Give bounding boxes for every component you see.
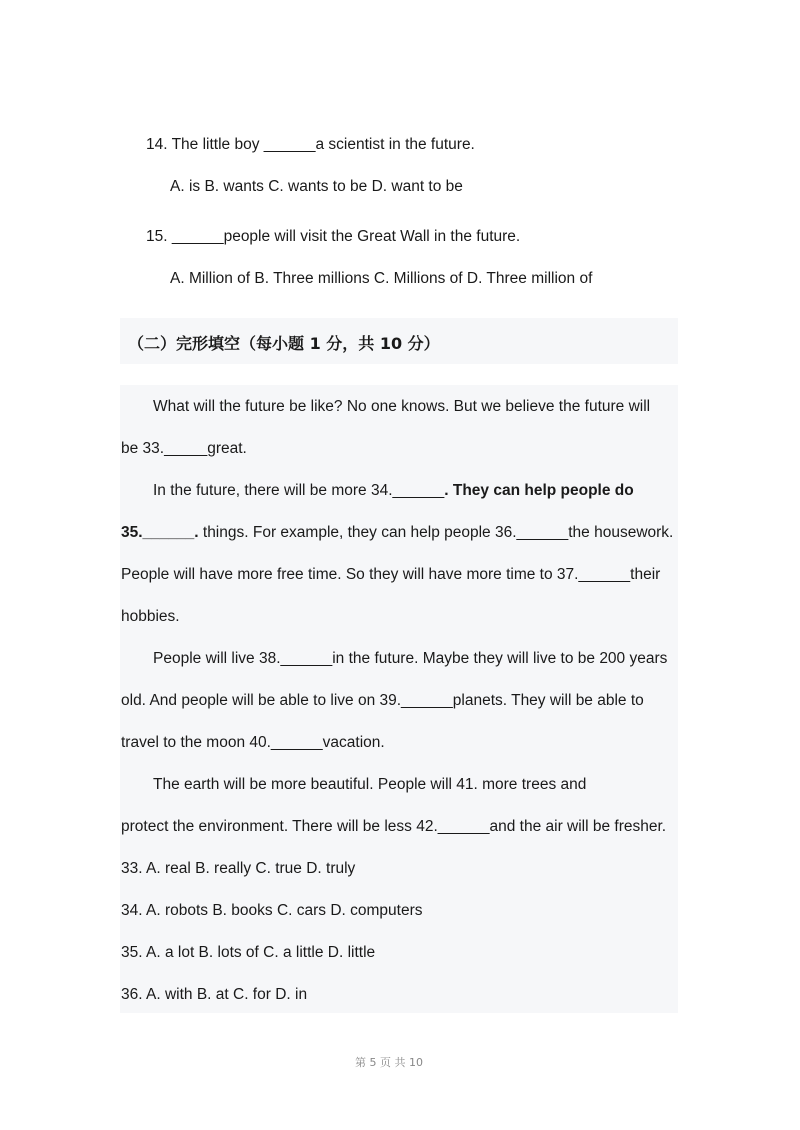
passage-line — [121, 524, 673, 542]
cloze-passage — [120, 385, 678, 1013]
passage-line: protect the environment. There will be less 42.______and the air will be fresher. — [121, 818, 667, 835]
question-14-stem: 14. The little boy ______a scientist in the future. — [146, 136, 475, 153]
passage-line: travel to the moon 40.______vacation. — [121, 734, 385, 751]
passage-bold-text: . They can help people do — [444, 482, 634, 499]
passage-line: People will live 38.______in the future. Maybe they will live to be 200 years — [153, 650, 668, 667]
passage-line: The earth will be more beautiful. People will 41. more trees and — [153, 776, 587, 793]
answer-option-33: 33. A. real B. really C. true D. truly — [121, 860, 356, 877]
passage-text: In the future, there will be more 34.______ — [153, 482, 445, 499]
passage-text: things. For example, they can help people 36.______the housework. — [198, 524, 674, 541]
passage-bold-text: 35.______. — [121, 524, 199, 541]
passage-line: What will the future be like? No one knows. But we believe the future will — [153, 398, 651, 415]
answer-option-36: 36. A. with B. at C. for D. in — [121, 986, 308, 1003]
question-15-stem: 15. ______people will visit the Great Wall in the future. — [146, 228, 521, 245]
passage-line: hobbies. — [121, 608, 180, 625]
passage-line: be 33._____great. — [121, 440, 247, 457]
section-header — [120, 318, 678, 364]
answer-option-34: 34. A. robots B. books C. cars D. computers — [121, 902, 423, 919]
passage-line: People will have more free time. So they will have more time to 37.______their — [121, 566, 661, 583]
passage-line: old. And people will be able to live on 39.______planets. They will be able to — [121, 692, 644, 709]
question-15-options: A. Million of B. Three millions C. Millions of D. Three million of — [170, 270, 593, 287]
page-footer: 第 5 页 共 10 — [355, 1056, 423, 1069]
question-14-options: A. is B. wants C. wants to be D. want to be — [170, 178, 463, 195]
answer-option-35: 35. A. a lot B. lots of C. a little D. little — [121, 944, 376, 961]
section-title: （二）完形填空（每小题 1 分，共 10 分） — [128, 334, 440, 353]
passage-line — [153, 482, 634, 500]
